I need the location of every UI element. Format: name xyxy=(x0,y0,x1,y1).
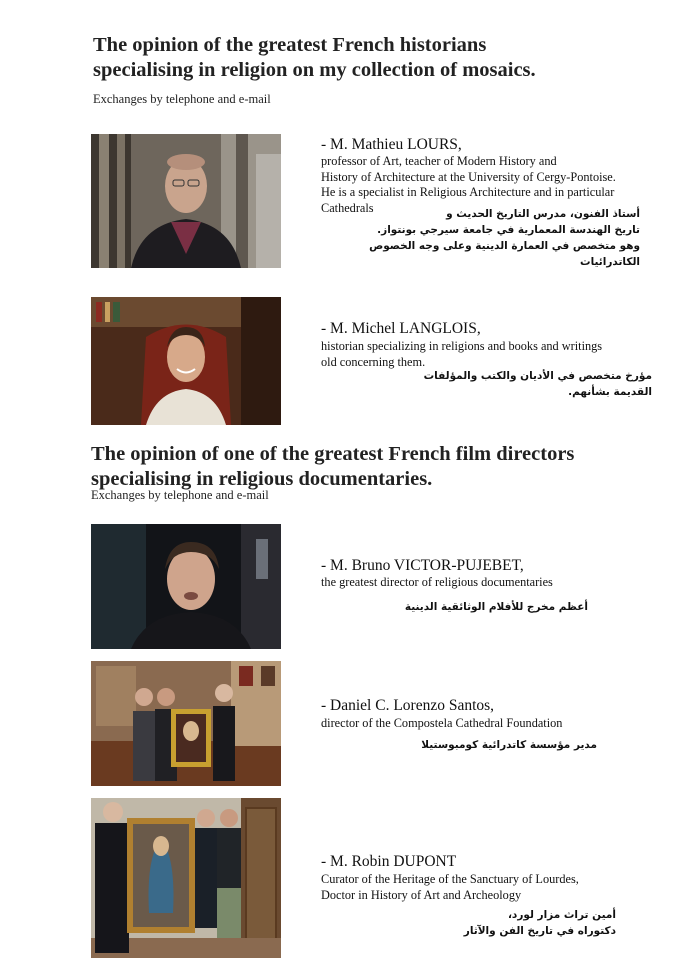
section2-title-line2: specialising in religious documentaries. xyxy=(91,468,433,490)
person1-name: - M. Mathieu LOURS, xyxy=(321,136,462,153)
person2-arabic-line: مؤرخ متخصص في الأديان والكتب والمؤلفات xyxy=(423,370,652,382)
section2-title xyxy=(91,442,574,492)
person4-arabic xyxy=(400,737,597,753)
person1-desc-line: History of Architecture at the University of Cergy-Pontoise. xyxy=(321,169,616,184)
person5-desc-line: Doctor in History of Art and Archeology xyxy=(321,887,522,902)
person1-desc-line: Cathedrals xyxy=(321,200,374,215)
person3-arabic xyxy=(400,599,588,615)
photo-daniel-lorenzo-santos-group xyxy=(91,661,281,786)
person4-desc-line: director of the Compostela Cathedral Foundation xyxy=(321,716,563,730)
person1-desc-line: professor of Art, teacher of Modern History and xyxy=(321,154,557,168)
person3-description xyxy=(321,575,553,591)
person5-description xyxy=(321,872,579,903)
person2-description xyxy=(321,339,602,370)
photo-robin-dupont-group xyxy=(91,798,281,958)
person5-name: - M. Robin DUPONT xyxy=(321,853,457,870)
person3-arabic-line: أعظم مخرج للأفلام الوثائقية الدينية xyxy=(404,601,588,613)
person1-arabic-line: تاريخ الهندسة المعمارية في جامعة سيرجي بونتواز. xyxy=(377,224,640,236)
person2-desc-line: historian specializing in religions and books and writings xyxy=(321,339,603,353)
person1-arabic-line: الكاتدرائيات xyxy=(580,256,640,268)
section1-title xyxy=(93,33,536,83)
person2-name: - M. Michel LANGLOIS, xyxy=(321,320,481,337)
section1-title-line1: The opinion of the greatest French historians xyxy=(93,34,487,56)
person1-desc-line: He is a specialist in Religious Architecture and in particular xyxy=(321,185,615,199)
person5-arabic-line: أمين تراث مزار لورد، xyxy=(507,909,616,921)
section1-subtitle: Exchanges by telephone and e-mail xyxy=(93,92,271,106)
section2-title-line1: The opinion of one of the greatest French film directors xyxy=(91,443,575,465)
section1-title-line2: specialising in religion on my collection of mosaics. xyxy=(93,59,536,81)
person5-desc-line: Curator of the Heritage of the Sanctuary of Lourdes, xyxy=(321,872,579,886)
portrait-bruno-victor-pujebet xyxy=(91,524,281,649)
person5-arabic xyxy=(420,907,616,939)
person4-name: - Daniel C. Lorenzo Santos, xyxy=(321,697,495,714)
person5-arabic-line: دكتوراه في تاريخ الفن والآثار xyxy=(463,925,616,937)
person4-arabic-line: مدير مؤسسة كاتدرائية كومبوستيلا xyxy=(421,739,597,751)
person1-arabic-line: وهو متخصص في العمارة الدينية وعلى وجه الخصوص xyxy=(369,240,640,252)
portrait-michel-langlois xyxy=(91,297,281,425)
person4-description xyxy=(321,716,562,732)
person2-arabic xyxy=(400,368,652,400)
person3-name: - M. Bruno VICTOR-PUJEBET, xyxy=(321,557,524,574)
person2-desc-line: old concerning them. xyxy=(321,354,426,369)
person3-desc-line: the greatest director of religious documentaries xyxy=(321,575,553,589)
section2-subtitle: Exchanges by telephone and e-mail xyxy=(91,488,269,502)
person1-arabic-line: أستاذ الفنون، مدرس التاريخ الحديث و xyxy=(446,208,640,220)
portrait-mathieu-lours xyxy=(91,134,281,268)
person2-arabic-line: القديمة بشأنهم. xyxy=(568,386,652,398)
person1-arabic xyxy=(369,206,640,270)
